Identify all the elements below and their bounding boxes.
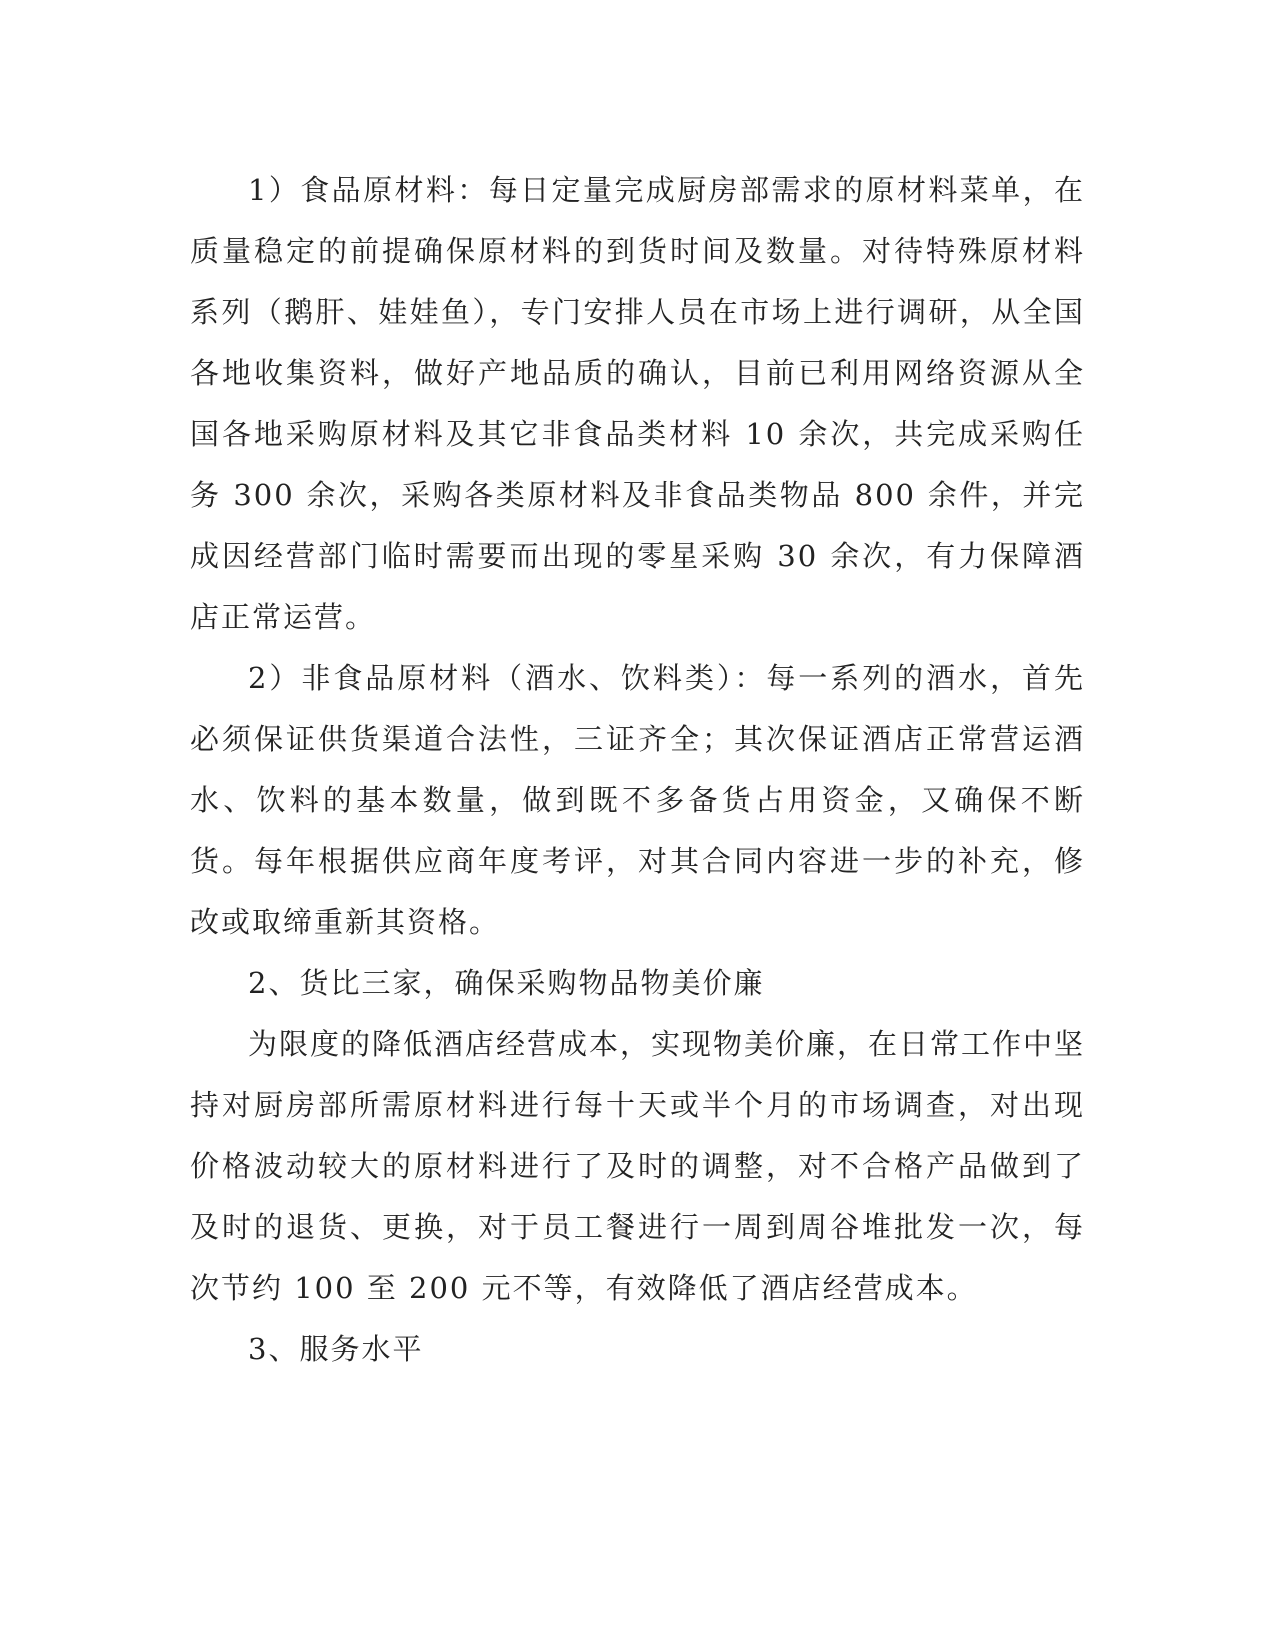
paragraph-food-materials: 1）食品原材料：每日定量完成厨房部需求的原材料菜单，在质量稳定的前提确保原材料的到货时间及数量。对待特殊原材料系列（鹅肝、娃娃鱼），专门安排人员在市场上进行调研，从全国各地收集资料，做好产地品质的确认，目前已利用网络资源从全国各地采购原材料及其它非食品类材料 10 余次，共完成采购任务 300 余次，采购各类原材料及非食品类物品 800 余件，并完成因经营部门临时需要而出现的零星采购 30 余次，有力保障酒店正常运营。 bbox=[190, 173, 1085, 634]
paragraph-cost-reduction: 为限度的降低酒店经营成本，实现物美价廉，在日常工作中坚持对厨房部所需原材料进行每十天或半个月的市场调查，对出现价格波动较大的原材料进行了及时的调整，对不合格产品做到了及时的退货、更换，对于员工餐进行一周到周谷堆批发一次，每次节约 100 至 200 元不等，有效降低了酒店经营成本。 bbox=[190, 1027, 1086, 1305]
section-heading-service-level: 3、服务水平 bbox=[248, 1332, 424, 1366]
document-body bbox=[190, 160, 1085, 1380]
section-heading-price-comparison: 2、货比三家，确保采购物品物美价廉 bbox=[248, 966, 765, 1000]
paragraph-non-food-materials: 2）非食品原材料（酒水、饮料类）：每一系列的酒水，首先必须保证供货渠道合法性，三证齐全；其次保证酒店正常营运酒水、饮料的基本数量，做到既不多备货占用资金，又确保不断货。每年根据供应商年度考评，对其合同内容进一步的补充，修改或取缔重新其资格。 bbox=[190, 661, 1085, 939]
